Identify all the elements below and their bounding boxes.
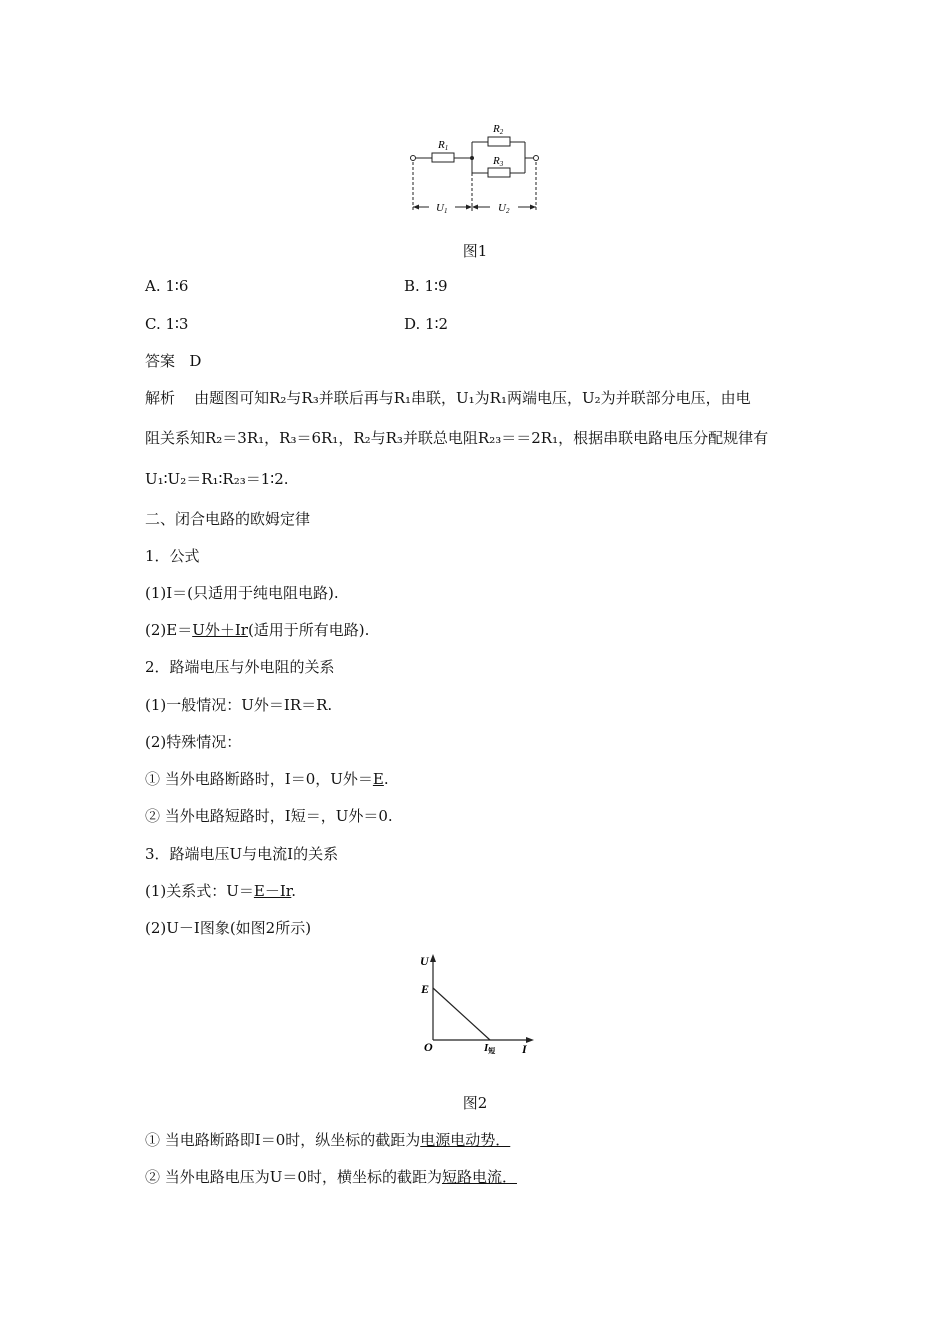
left-terminal [411,156,416,161]
subheading-terminal-voltage: 2．路端电压与外电阻的关系 [145,658,335,676]
x-axis-label: I [522,1042,527,1056]
answer-label: 答案 [145,352,176,370]
note-2-blank: 短路电流． [441,1168,517,1186]
option-a: A. 1∶6 [145,277,189,295]
section-heading: 二、闭合电路的欧姆定律 [145,510,311,528]
note-2-prefix: ② 当外电路电压为U＝0时，横坐标的截距为 [145,1168,442,1186]
option-b: B. 1∶9 [404,277,448,295]
x-axis-arrow [526,1037,534,1043]
special-case: (2)特殊情况： [145,733,242,751]
intercept-i-label: I短 [484,1042,496,1055]
relation-formula [145,881,296,901]
figure-2-caption: 图2 [462,1094,488,1112]
circuit-diagram [405,118,550,218]
option-d: D. 1∶2 [404,315,449,333]
formula-1: (1)I＝(只适用于纯电阻电路). [145,584,339,602]
short-circuit-case: ② 当外电路短路时，I短＝，U外＝0. [145,807,393,825]
u1-label: U1 [436,202,448,215]
note-2 [145,1167,517,1187]
note-1-prefix: ① 当电路断路即I＝0时，纵坐标的截距为 [145,1131,421,1149]
origin-label: O [424,1040,433,1054]
ui-graph-intro: (2)U－I图象(如图2所示) [145,919,312,937]
relation-prefix: (1)关系式：U＝ [145,882,254,900]
y-axis-arrow [430,954,436,962]
analysis-line-3: U₁∶U₂＝R₁∶R₂₃＝1∶2. [145,470,289,488]
analysis-line-1 [145,388,751,408]
note-1 [145,1130,510,1150]
general-case: (1)一般情况：U外＝IR＝R. [145,696,333,714]
formula-2-prefix: (2)E＝ [145,621,193,639]
open-circuit-suffix: . [383,770,389,788]
open-circuit-blank: E [372,770,384,788]
ui-line [433,988,490,1040]
ui-graph [412,952,542,1062]
resistor-r1 [432,153,454,162]
intercept-e-label: E [421,982,430,996]
right-terminal [534,156,539,161]
formula-2-blank: U外＋Ir [192,621,248,639]
r1-label: R1 [438,139,449,152]
formula-2-suffix: (适用于所有电路). [247,621,370,639]
answer-line [145,351,201,371]
analysis-line-2: 阻关系知R₂＝3R₁，R₃＝6R₁，R₂与R₃并联总电阻R₂₃＝＝2R₁，根据串联电路电压分配规律有 [145,429,769,447]
subheading-ui-relation: 3．路端电压U与电流I的关系 [145,845,339,863]
r2-label: R2 [493,123,504,136]
relation-blank: E－Ir [253,882,292,900]
y-axis-label: U [420,954,429,968]
answer-value: D [189,352,202,370]
r3-label: R3 [493,155,504,168]
u2-label: U2 [498,202,510,215]
figure-1-caption: 图1 [462,242,488,260]
relation-suffix: . [291,882,297,900]
analysis-text-1: 由题图可知R₂与R₃并联后再与R₁串联，U₁为R₁两端电压，U₂为并联部分电压，由电 [194,389,751,407]
analysis-label: 解析 [145,389,176,407]
open-circuit-prefix: ① 当外电路断路时，I＝0，U外＝ [145,770,373,788]
open-circuit-case [145,769,389,789]
formula-2 [145,620,369,640]
resistor-r2 [488,137,510,146]
note-1-blank: 电源电动势． [420,1131,511,1149]
resistor-r3 [488,168,510,177]
subheading-formula: 1．公式 [145,547,200,565]
option-c: C. 1∶3 [145,315,189,333]
